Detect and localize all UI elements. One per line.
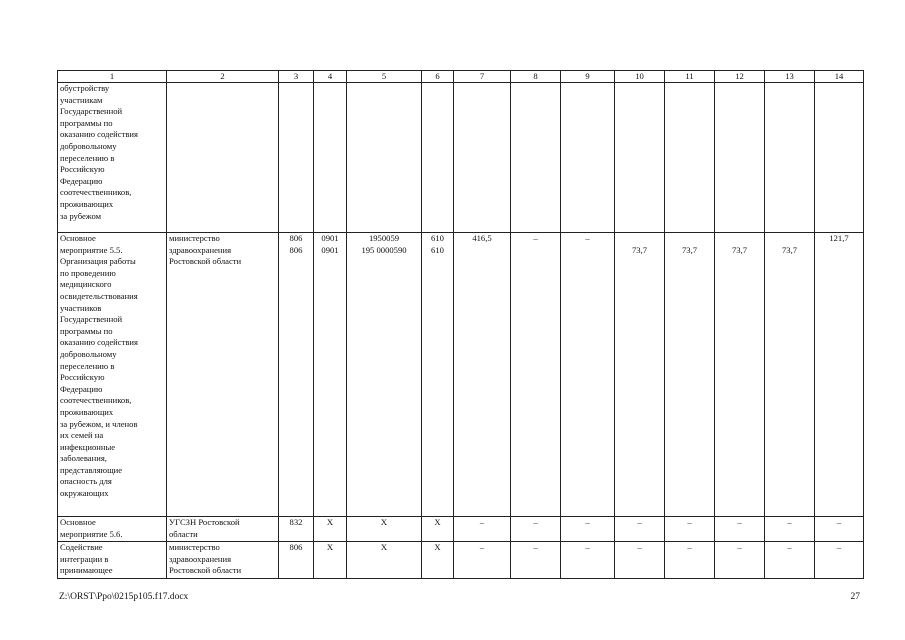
table-row [58,517,864,542]
value-cell: – [511,233,561,517]
vr-code: 610 [431,244,444,255]
value-cell: – [511,517,561,542]
value-cell: 121,7 [815,233,864,517]
column-number: 3 [279,71,314,83]
grbs-cell: 832 [279,517,314,542]
column-number-row [58,71,864,83]
grbs-cell [279,233,314,517]
vr-cell [422,233,454,517]
file-path-footer: Z:\ORST\Ppo\0215p105.f17.docx [59,592,189,602]
column-number: 7 [454,71,511,83]
measure-name-cell: Основное мероприятие 5.5. Организация работы по проведению медицинского освидетельствования участников Государственной программы по оказанию содействия добровольному переселению в Российскую Федерацию соотечественников, проживающих за рубежом, и членов их семей на инфекционные заболевания, представляющие опасность для окружающих [58,233,167,517]
value-cell: – [715,542,765,579]
vr-cell: Х [422,542,454,579]
csr-cell: Х [347,517,422,542]
table-row [58,233,864,517]
value-cell: – [561,542,615,579]
csr-code: 195 0000590 [361,244,407,255]
table-row [58,83,864,233]
executor-cell: министерство здравоохранения Ростовской области [167,233,279,517]
measure-name-cell: Основное мероприятие 5.6. [58,517,167,542]
value-cell: – [715,517,765,542]
value-cell [665,233,715,517]
csr-code: 1950059 [368,233,400,243]
measure-name-cell: обустройству участникам Государственной программы по оказанию содействия добровольному переселению в Российскую Федерацию соотечественников, проживающих за рубежом [58,83,167,233]
value-cell: – [665,517,715,542]
executor-cell: УГСЗН Ростовской области [167,517,279,542]
column-number: 12 [715,71,765,83]
value-cell: – [815,542,864,579]
grbs-code: 806 [289,244,303,255]
value-cell [615,233,665,517]
page-number: 27 [850,592,860,602]
column-number: 8 [511,71,561,83]
value-cell: – [454,542,511,579]
rzpr-code: 0901 [321,233,339,243]
value-text: 73,7 [731,244,748,255]
grbs-cell: 806 [279,542,314,579]
total-cell: 416,5 [454,233,511,517]
column-number: 2 [167,71,279,83]
value-cell: – [765,517,815,542]
column-number: 4 [314,71,347,83]
budget-table [57,70,864,579]
grbs-code: 806 [289,233,303,243]
column-number: 9 [561,71,615,83]
column-number: 10 [615,71,665,83]
rzpr-cell: Х [314,517,347,542]
value-cell: – [815,517,864,542]
column-number: 5 [347,71,422,83]
executor-cell: министерство здравоохранения Ростовской области [167,542,279,579]
csr-cell [347,233,422,517]
column-number: 11 [665,71,715,83]
column-number: 14 [815,71,864,83]
value-cell: – [615,542,665,579]
value-cell: – [511,542,561,579]
value-cell: – [561,517,615,542]
value-cell: – [561,233,615,517]
value-cell: – [765,542,815,579]
value-cell: – [454,517,511,542]
table-row [58,542,864,579]
value-text: 73,7 [681,244,698,255]
column-number: 6 [422,71,454,83]
value-cell: – [665,542,715,579]
value-cell [765,233,815,517]
value-cell: – [615,517,665,542]
rzpr-cell: Х [314,542,347,579]
measure-name-cell: Содействие интеграции в принимающее [58,542,167,579]
rzpr-cell [314,233,347,517]
column-number: 1 [58,71,167,83]
column-number: 13 [765,71,815,83]
value-text: 73,7 [781,244,798,255]
value-text: 73,7 [631,244,648,255]
vr-code: 610 [431,233,444,243]
rzpr-code: 0901 [321,244,339,255]
csr-cell: Х [347,542,422,579]
vr-cell: Х [422,517,454,542]
value-cell [715,233,765,517]
